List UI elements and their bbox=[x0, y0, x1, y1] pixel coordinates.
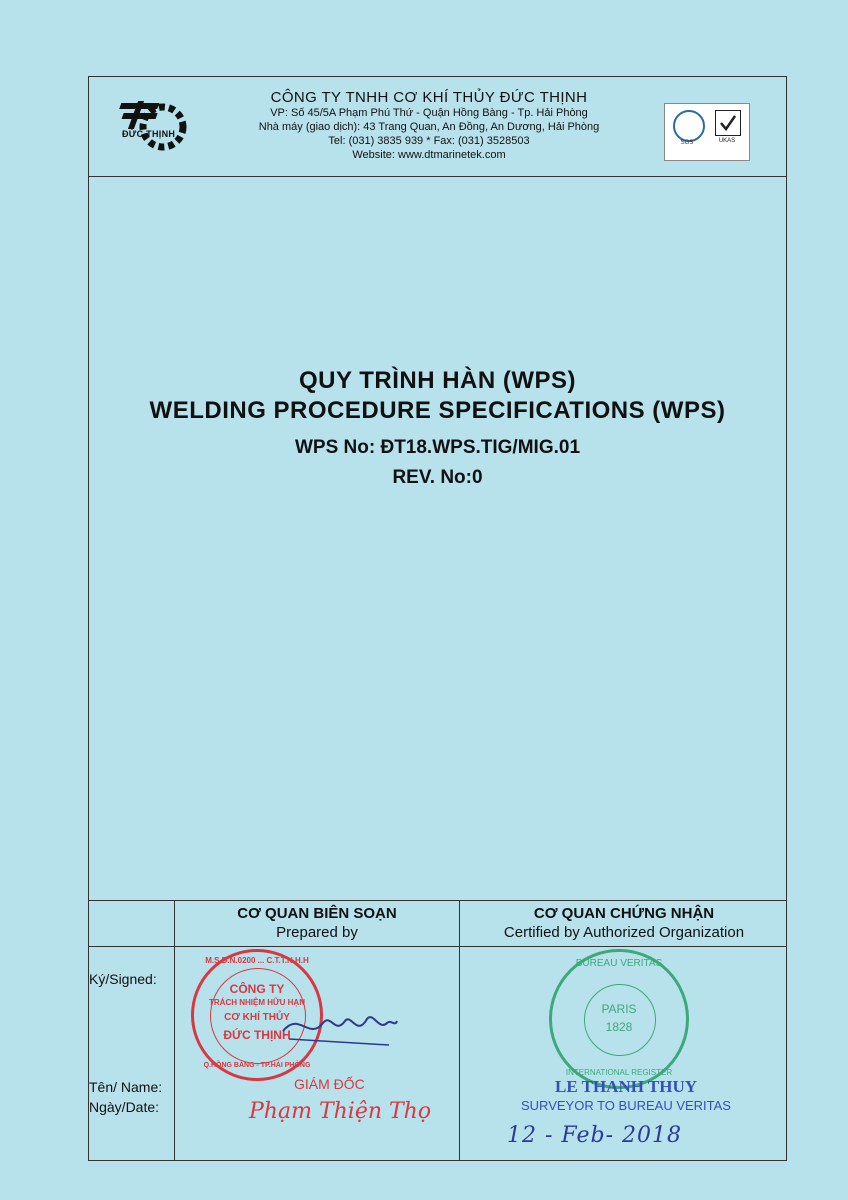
seal-line-1: CÔNG TY bbox=[229, 982, 285, 996]
certified-head: CƠ QUAN CHỨNG NHẬN bbox=[533, 905, 715, 922]
checkmark-icon bbox=[716, 111, 740, 135]
ukas-logo-icon bbox=[715, 110, 741, 136]
seal-city: PARIS bbox=[601, 1002, 637, 1016]
director-name: Phạm Thiện Thọ bbox=[249, 1099, 432, 1124]
logo-text: ĐỨC THỊNH bbox=[122, 129, 176, 139]
prepared-by-header bbox=[175, 905, 459, 941]
seal-line-3: CƠ KHÍ THỦY bbox=[224, 1012, 290, 1023]
surveyor-name: LE THANH THUY bbox=[554, 1077, 698, 1096]
prepared-sub: Prepared by bbox=[276, 924, 358, 941]
certified-by-header bbox=[460, 905, 788, 941]
name-label: Tên/ Name: bbox=[89, 1079, 163, 1095]
company-logo bbox=[117, 93, 191, 159]
seal-year: 1828 bbox=[605, 1020, 633, 1034]
director-title: GIÁM ĐỐC bbox=[294, 1076, 365, 1092]
company-name: CÔNG TY TNHH CƠ KHÍ THỦY ĐỨC THỊNH bbox=[270, 89, 588, 106]
ukas-label: UKAS bbox=[718, 138, 736, 144]
letterhead bbox=[89, 77, 786, 177]
sgs-logo-icon bbox=[673, 110, 705, 142]
seal-ring-text: INTERNATIONAL REGISTER bbox=[565, 1068, 673, 1077]
header-row-divider bbox=[89, 946, 786, 947]
seal-top-text: BUREAU VERITAS bbox=[575, 958, 663, 969]
factory-address: Nhà máy (giao dịch): 43 Trang Quan, An Đồng, An Dương, Hải Phòng bbox=[258, 121, 600, 133]
bureau-veritas-seal bbox=[549, 949, 689, 1089]
phone-fax: Tel: (031) 3835 939 * Fax: (031) 3528503 bbox=[328, 135, 530, 147]
document-title-block bbox=[89, 367, 786, 489]
signed-label: Ký/Signed: bbox=[89, 971, 157, 987]
seal-line-4: ĐỨC THỊNH bbox=[223, 1028, 291, 1042]
sgs-label: SGS bbox=[680, 140, 694, 146]
certification-logos bbox=[664, 103, 750, 161]
prepared-head: CƠ QUAN BIÊN SOẠN bbox=[237, 905, 397, 922]
signature-table bbox=[89, 900, 786, 1161]
title-vietnamese: QUY TRÌNH HÀN (WPS) bbox=[298, 367, 577, 394]
gear-logo-icon bbox=[117, 93, 191, 159]
director-signature bbox=[279, 1001, 399, 1051]
wps-number: WPS No: ĐT18.WPS.TIG/MIG.01 bbox=[294, 437, 581, 458]
title-english: WELDING PROCEDURE SPECIFICATIONS (WPS) bbox=[149, 397, 726, 424]
seal-line-2: TRÁCH NHIỆM HỮU HẠN bbox=[209, 998, 305, 1007]
surveyor-role: SURVEYOR TO BUREAU VERITAS bbox=[521, 1098, 731, 1113]
surveyor-block bbox=[481, 1077, 771, 1113]
certified-sub: Certified by Authorized Organization bbox=[503, 924, 745, 941]
handwritten-date: 12 - Feb- 2018 bbox=[507, 1123, 682, 1148]
revision-number: REV. No:0 bbox=[392, 467, 483, 488]
website: Website: www.dtmarinetek.com bbox=[352, 149, 506, 161]
seal-bottom-text: Q.HỒNG BÀNG - TP.HẢI PHÒNG bbox=[203, 1062, 311, 1069]
date-label: Ngày/Date: bbox=[89, 1099, 160, 1115]
seal-ring-text: M.S.D.N.0200 ... C.T.T.N.H.H bbox=[205, 956, 309, 965]
office-address: VP: Số 45/5A Phạm Phú Thứ - Quận Hồng Bàng - Tp. Hải Phòng bbox=[270, 107, 588, 119]
document-frame bbox=[88, 76, 787, 1161]
company-info bbox=[219, 89, 639, 162]
